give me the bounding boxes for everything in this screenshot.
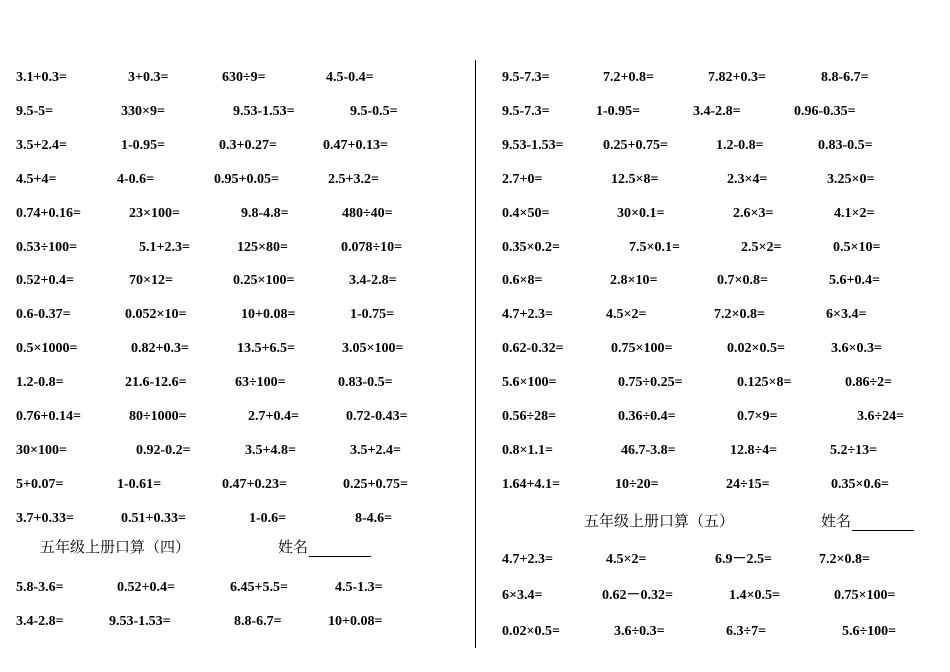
problem-right-r9-c2: 0.75×100= — [611, 341, 673, 357]
problem-left-r13-c2: 1-0.61= — [117, 476, 162, 492]
problem-left-r6-c1: 0.53÷100= — [16, 239, 78, 255]
problem-right-r3-c3: 1.2-0.8= — [716, 137, 764, 153]
problem-right-r10-c4: 0.86÷2= — [845, 375, 893, 391]
problem-left-r5-c3: 9.8-4.8= — [241, 205, 289, 221]
problem-left-r1-c2: 3+0.3= — [128, 70, 169, 85]
problem-right-b-r2-c3: 1.4×0.5= — [729, 588, 780, 603]
problem-right-r11-c4: 3.6÷24= — [857, 409, 905, 424]
problem-left-r11-c4: 0.72-0.43= — [346, 409, 408, 424]
problem-left-r6-c4: 0.078÷10= — [341, 239, 403, 255]
problem-left-r13-c4: 0.25+0.75= — [343, 476, 408, 492]
left-worksheet — [0, 0, 474, 672]
problem-left-r3-c2: 1-0.95= — [121, 137, 166, 153]
problem-left-r2-c2: 330×9= — [121, 103, 165, 119]
problem-right-r4-c1: 2.7+0= — [502, 171, 543, 187]
problem-left-r11-c2: 80÷1000= — [129, 409, 187, 424]
problem-right-r10-c3: 0.125×8= — [737, 375, 792, 391]
problem-right-r6-c4: 0.5×10= — [833, 239, 881, 255]
problem-left-r5-c4: 480÷40= — [342, 205, 393, 221]
problem-right-r12-c1: 0.8×1.1= — [502, 442, 553, 458]
problem-right-r12-c3: 12.8÷4= — [730, 442, 778, 458]
problem-right-r2-c3: 3.4-2.8= — [693, 103, 741, 119]
problem-left-r11-c1: 0.76+0.14= — [16, 409, 81, 424]
problem-left-r7-c1: 0.52+0.4= — [16, 273, 74, 289]
problem-left-r12-c3: 3.5+4.8= — [245, 442, 296, 458]
problem-right-b-r1-c2: 4.5×2= — [606, 552, 647, 567]
problem-left-r14-c2: 0.51+0.33= — [121, 510, 186, 526]
problem-left-r9-c1: 0.5×1000= — [16, 341, 78, 357]
problem-left-r3-c1: 3.5+2.4= — [16, 137, 67, 153]
problem-right-r3-c2: 0.25+0.75= — [603, 137, 668, 153]
problem-right-b-r3-c3: 6.3÷7= — [726, 624, 767, 639]
problem-left-r6-c2: 5.1+2.3= — [139, 239, 190, 255]
problem-right-r9-c3: 0.02×0.5= — [727, 341, 785, 357]
problem-right-r13-c2: 10÷20= — [615, 476, 659, 492]
problem-right-r1-c2: 7.2+0.8= — [603, 70, 654, 85]
problem-left-r10-c1: 1.2-0.8= — [16, 375, 64, 391]
problem-left-r3-c4: 0.47+0.13= — [323, 137, 388, 153]
problem-right-r13-c3: 24÷15= — [726, 476, 770, 492]
problem-left-r2-c4: 9.5-0.5= — [350, 103, 398, 119]
problem-right-r7-c3: 0.7×0.8= — [717, 273, 768, 289]
problem-right-r4-c2: 12.5×8= — [611, 171, 659, 187]
problem-right-r10-c2: 0.75÷0.25= — [618, 375, 683, 391]
problem-left-r9-c2: 0.82+0.3= — [131, 341, 189, 357]
problem-right-r1-c1: 9.5-7.3= — [502, 70, 550, 85]
name-field-5[interactable] — [821, 513, 914, 531]
problem-left-b-r1-c4: 4.5-1.3= — [335, 580, 383, 595]
problem-right-r1-c4: 8.8-6.7= — [821, 70, 869, 85]
problem-right-r5-c2: 30×0.1= — [617, 205, 665, 221]
problem-right-r8-c2: 4.5×2= — [606, 307, 647, 323]
problem-right-r8-c4: 6×3.4= — [826, 307, 867, 323]
problem-left-r4-c3: 0.95+0.05= — [214, 171, 279, 187]
problem-right-b-r3-c1: 0.02×0.5= — [502, 624, 560, 639]
problem-left-b-r1-c1: 5.8-3.6= — [16, 580, 64, 595]
problem-left-b-r1-c3: 6.45+5.5= — [230, 580, 288, 595]
problem-right-r6-c2: 7.5×0.1= — [629, 239, 680, 255]
problem-right-r3-c1: 9.53-1.53= — [502, 137, 564, 153]
problem-right-r13-c4: 0.35×0.6= — [831, 476, 889, 492]
problem-left-r8-c4: 1-0.75= — [350, 307, 395, 323]
problem-left-r11-c3: 2.7+0.4= — [248, 409, 299, 424]
problem-right-r1-c3: 7.82+0.3= — [708, 70, 766, 85]
problem-left-r14-c4: 8-4.6= — [355, 510, 393, 526]
problem-left-r5-c2: 23×100= — [129, 205, 180, 221]
problem-left-b-r2-c1: 3.4-2.8= — [16, 614, 64, 629]
problem-left-r9-c4: 3.05×100= — [342, 341, 404, 357]
problem-left-b-r2-c4: 10+0.08= — [328, 614, 383, 629]
problem-left-r7-c3: 0.25×100= — [233, 273, 295, 289]
problem-right-r9-c1: 0.62-0.32= — [502, 341, 564, 357]
problem-right-r11-c2: 0.36÷0.4= — [618, 409, 676, 424]
problem-right-r5-c3: 2.6×3= — [733, 205, 774, 221]
problem-left-r13-c1: 5+0.07= — [16, 476, 64, 492]
problem-right-r5-c4: 4.1×2= — [834, 205, 875, 221]
problem-left-b-r1-c2: 0.52+0.4= — [117, 580, 175, 595]
section-title-5: 五年级上册口算（五） — [584, 514, 735, 530]
column-divider — [475, 60, 476, 648]
problem-right-r13-c1: 1.64+4.1= — [502, 476, 560, 492]
problem-right-r2-c4: 0.96-0.35= — [794, 103, 856, 119]
problem-left-r8-c1: 0.6-0.37= — [16, 307, 71, 323]
problem-left-r3-c3: 0.3+0.27= — [219, 137, 277, 153]
problem-right-b-r3-c2: 3.6÷0.3= — [614, 624, 665, 639]
problem-left-b-r2-c2: 9.53-1.53= — [109, 614, 171, 629]
problem-left-r5-c1: 0.74+0.16= — [16, 205, 81, 221]
problem-left-r8-c2: 0.052×10= — [125, 307, 187, 323]
problem-right-b-r3-c4: 5.6÷100= — [842, 624, 897, 639]
problem-right-b-r1-c3: 6.9－2.5= — [715, 552, 772, 567]
problem-right-r2-c2: 1-0.95= — [596, 103, 641, 119]
problem-left-r2-c1: 9.5-5= — [16, 103, 54, 119]
problem-right-r7-c1: 0.6×8= — [502, 273, 543, 289]
problem-right-r11-c3: 0.7×9= — [737, 409, 778, 424]
right-worksheet — [477, 0, 950, 672]
problem-left-r1-c3: 630÷9= — [222, 70, 266, 85]
problem-left-r14-c1: 3.7+0.33= — [16, 510, 74, 526]
problem-right-b-r2-c2: 0.62－0.32= — [602, 588, 673, 603]
problem-right-b-r2-c1: 6×3.4= — [502, 588, 543, 603]
problem-left-r13-c3: 0.47+0.23= — [222, 476, 287, 492]
name-blank-line[interactable] — [309, 541, 371, 557]
problem-right-r8-c3: 7.2×0.8= — [714, 307, 765, 323]
problem-left-r10-c3: 63÷100= — [235, 375, 286, 391]
problem-right-r6-c1: 0.35×0.2= — [502, 239, 560, 255]
problem-left-r12-c2: 0.92-0.2= — [136, 442, 191, 458]
problem-right-b-r1-c4: 7.2×0.8= — [819, 552, 870, 567]
problem-left-r6-c3: 125×80= — [237, 239, 288, 255]
problem-left-r9-c3: 13.5+6.5= — [237, 341, 295, 357]
problem-left-r2-c3: 9.53-1.53= — [233, 103, 295, 119]
problem-right-b-r1-c1: 4.7+2.3= — [502, 552, 553, 567]
problem-right-r2-c1: 9.5-7.3= — [502, 103, 550, 119]
name-blank-line[interactable] — [852, 515, 914, 531]
problem-right-r5-c1: 0.4×50= — [502, 205, 550, 221]
name-label: 姓名 — [821, 514, 852, 530]
problem-right-r10-c1: 5.6×100= — [502, 375, 557, 391]
problem-right-r8-c1: 4.7+2.3= — [502, 307, 553, 323]
problem-right-r12-c2: 46.7-3.8= — [621, 442, 676, 458]
problem-left-r4-c1: 4.5+4= — [16, 171, 57, 187]
problem-right-r7-c2: 2.8×10= — [610, 273, 658, 289]
problem-left-r7-c4: 3.4-2.8= — [349, 273, 397, 289]
name-label: 姓名 — [278, 540, 309, 556]
problem-left-r4-c2: 4-0.6= — [117, 171, 155, 187]
problem-right-r4-c3: 2.3×4= — [727, 171, 768, 187]
problem-right-r3-c4: 0.83-0.5= — [818, 137, 873, 153]
problem-left-r10-c4: 0.83-0.5= — [338, 375, 393, 391]
problem-left-r1-c4: 4.5-0.4= — [326, 70, 374, 85]
section-title-4: 五年级上册口算（四） — [40, 540, 191, 556]
problem-right-r9-c4: 3.6×0.3= — [831, 341, 882, 357]
problem-right-r6-c3: 2.5×2= — [741, 239, 782, 255]
problem-right-b-r2-c4: 0.75×100= — [834, 588, 896, 603]
problem-left-r1-c1: 3.1+0.3= — [16, 70, 67, 85]
problem-left-r4-c4: 2.5+3.2= — [328, 171, 379, 187]
problem-left-r12-c1: 30×100= — [16, 442, 67, 458]
problem-right-r12-c4: 5.2÷13= — [830, 442, 878, 458]
problem-right-r11-c1: 0.56÷28= — [502, 409, 557, 424]
name-field-4[interactable] — [278, 539, 371, 557]
problem-right-r4-c4: 3.25×0= — [827, 171, 875, 187]
problem-left-b-r2-c3: 8.8-6.7= — [234, 614, 282, 629]
problem-left-r10-c2: 21.6-12.6= — [125, 375, 187, 391]
problem-right-r7-c4: 5.6+0.4= — [829, 273, 880, 289]
problem-left-r12-c4: 3.5+2.4= — [350, 442, 401, 458]
problem-left-r14-c3: 1-0.6= — [249, 510, 287, 526]
problem-left-r8-c3: 10+0.08= — [241, 307, 296, 323]
problem-left-r7-c2: 70×12= — [129, 273, 173, 289]
